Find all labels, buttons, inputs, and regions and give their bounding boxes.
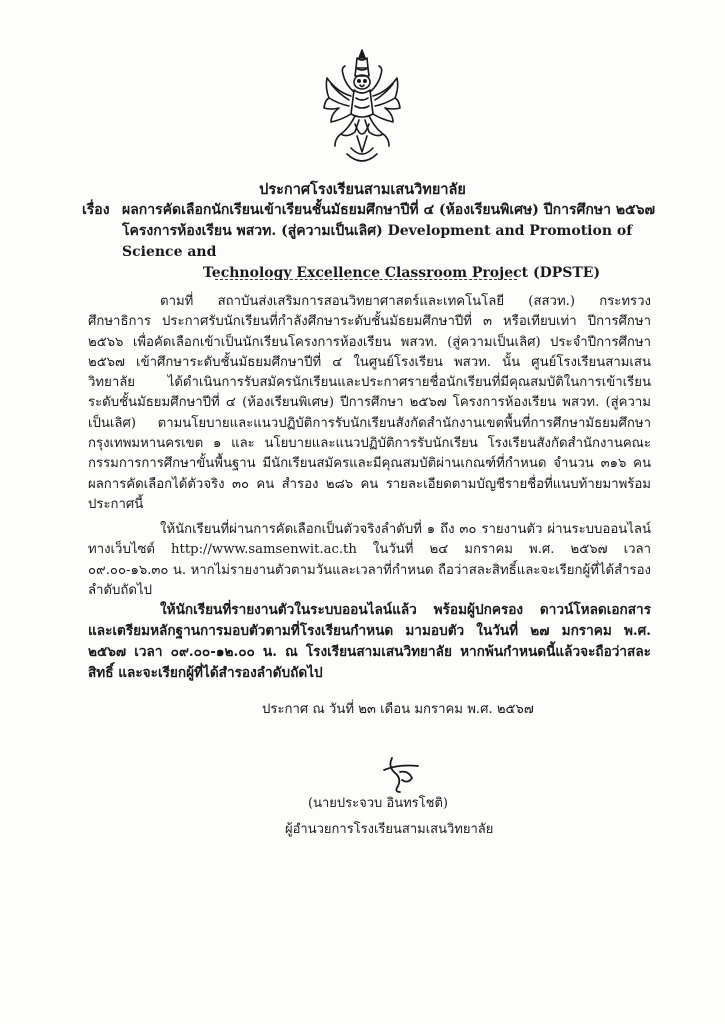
subject-line-1: ผลการคัดเลือกนักเรียนเข้าเรียนชั้นมัธยมศึกษาปีที่ ๔ (ห้องเรียนพิเศษ) ปีการศึกษา ๒๕๖๗ bbox=[122, 202, 656, 218]
paragraph-2-text: ให้นักเรียนที่ผ่านการคัดเลือกเป็นตัวจริงลำดับที่ ๑ ถึง ๓๐ รายงานตัว ผ่านระบบออนไลน์ ทางเว็บไซต์ http://www.samsenwit.ac.th ในวันที่ ๒๔ มกราคม พ.ศ. ๒๕๖๗ เวลา ๐๙.๐๐-๑๖.๓๐ น. หากไม่รายงานตัวตามวันและเวลาที่กำหนด ถือว่าสละสิทธิ์และจะเรียกผู้ที่ได้สำรองลำดับถัดไป bbox=[88, 522, 651, 598]
announcement-issuer: ประกาศโรงเรียนสามเสนวิทยาลัย bbox=[259, 181, 466, 198]
paragraph-enrollment bbox=[88, 600, 651, 684]
subject-label: เรื่อง bbox=[82, 202, 110, 218]
signer-name: (นายประจวบ อินทรโชติ) bbox=[308, 796, 448, 811]
paragraph-reporting bbox=[88, 520, 651, 601]
paragraph-1-text: ตามที่ สถาบันส่งเสริมการสอนวิทยาศาสตร์และเทคโนโลยี (สสวท.) กระทรวงศึกษาธิการ ประกาศรับนักเรียนที่กำลังศึกษาระดับชั้นมัธยมศึกษาปีที่ ๓ หรือเทียบเท่า ปีการศึกษา ๒๕๖๖ เพื่อคัดเลือกเข้าเป็นนักเรียนโครงการห้องเรียน พสวท. (สู่ความเป็นเลิศ) ประจำปีการศึกษา ๒๕๖๗ เข้าศึกษาระดับชั้นมัธยมศึกษาปีที่ ๔ ในศูนย์โรงเรียน พสวท. นั้น ศูนย์โรงเรียนสามเสนวิทยาลัย ได้ดำเนินการรับสมัครนักเรียนและประกาศรายชื่อนักเรียนที่มีคุณสมบัติในการเข้าเรียนระดับชั้นมัธยมศึกษาปีที่ ๔ (ห้องเรียนพิเศษ) ปีการศึกษา ๒๕๖๗ โครงการห้องเรียน พสวท. (สู่ความเป็นเลิศ) ตามนโยบายและแนวปฏิบัติการรับนักเรียนสังกัดสำนักงานเขตพื้นที่การศึกษามัธยมศึกษากรุงเทพมหานครเขต ๑ และ นโยบายและแนวปฏิบัติการรับนักเรียน โรงเรียนสังกัดสำนักงานคณะกรรมการการศึกษาขั้นพื้นฐาน มีนักเรียนสมัครและมีคุณสมบัติผ่านเกณฑ์ที่กำหนด จำนวน ๓๑๖ คน ผลการคัดเลือกได้ตัวจริง ๓๐ คน สำรอง ๒๘๖ คน รายละเอียดตามบัญชีรายชื่อที่แนบท้ายมาพร้อมประกาศนี้ bbox=[88, 294, 651, 512]
announcement-subject bbox=[82, 200, 685, 284]
subject-line-2: โครงการห้องเรียน พสวท. (สู่ความเป็นเลิศ) Development and Promotion of Science and bbox=[122, 223, 633, 260]
garuda-emblem-icon bbox=[321, 48, 403, 168]
divider bbox=[215, 279, 517, 280]
announcement-date: ประกาศ ณ วันที่ ๒๓ เดือน มกราคม พ.ศ. ๒๕๖๗ bbox=[262, 702, 534, 717]
handwritten-signature bbox=[378, 752, 424, 794]
paragraph-background bbox=[88, 292, 651, 515]
signer-position: ผู้อำนวยการโรงเรียนสามเสนวิทยาลัย bbox=[285, 822, 494, 837]
paragraph-3-text: ให้นักเรียนที่รายงานตัวในระบบออนไลน์แล้ว พร้อมผู้ปกครอง ดาวน์โหลดเอกสารและเตรียมหลักฐานการมอบตัวตามที่โรงเรียนกำหนด มามอบตัว ในวันที่ ๒๗ มกราคม พ.ศ. ๒๕๖๗ เวลา ๐๙.๐๐-๑๒.๐๐ น. ณ โรงเรียนสามเสนวิทยาลัย หากพ้นกำหนดนี้แล้วจะถือว่าสละสิทธิ์ และจะเรียกผู้ที่ได้สำรองลำดับถัดไป bbox=[88, 602, 651, 681]
subject-line-3: Technology Excellence Classroom Project (DPSTE) bbox=[203, 265, 601, 281]
